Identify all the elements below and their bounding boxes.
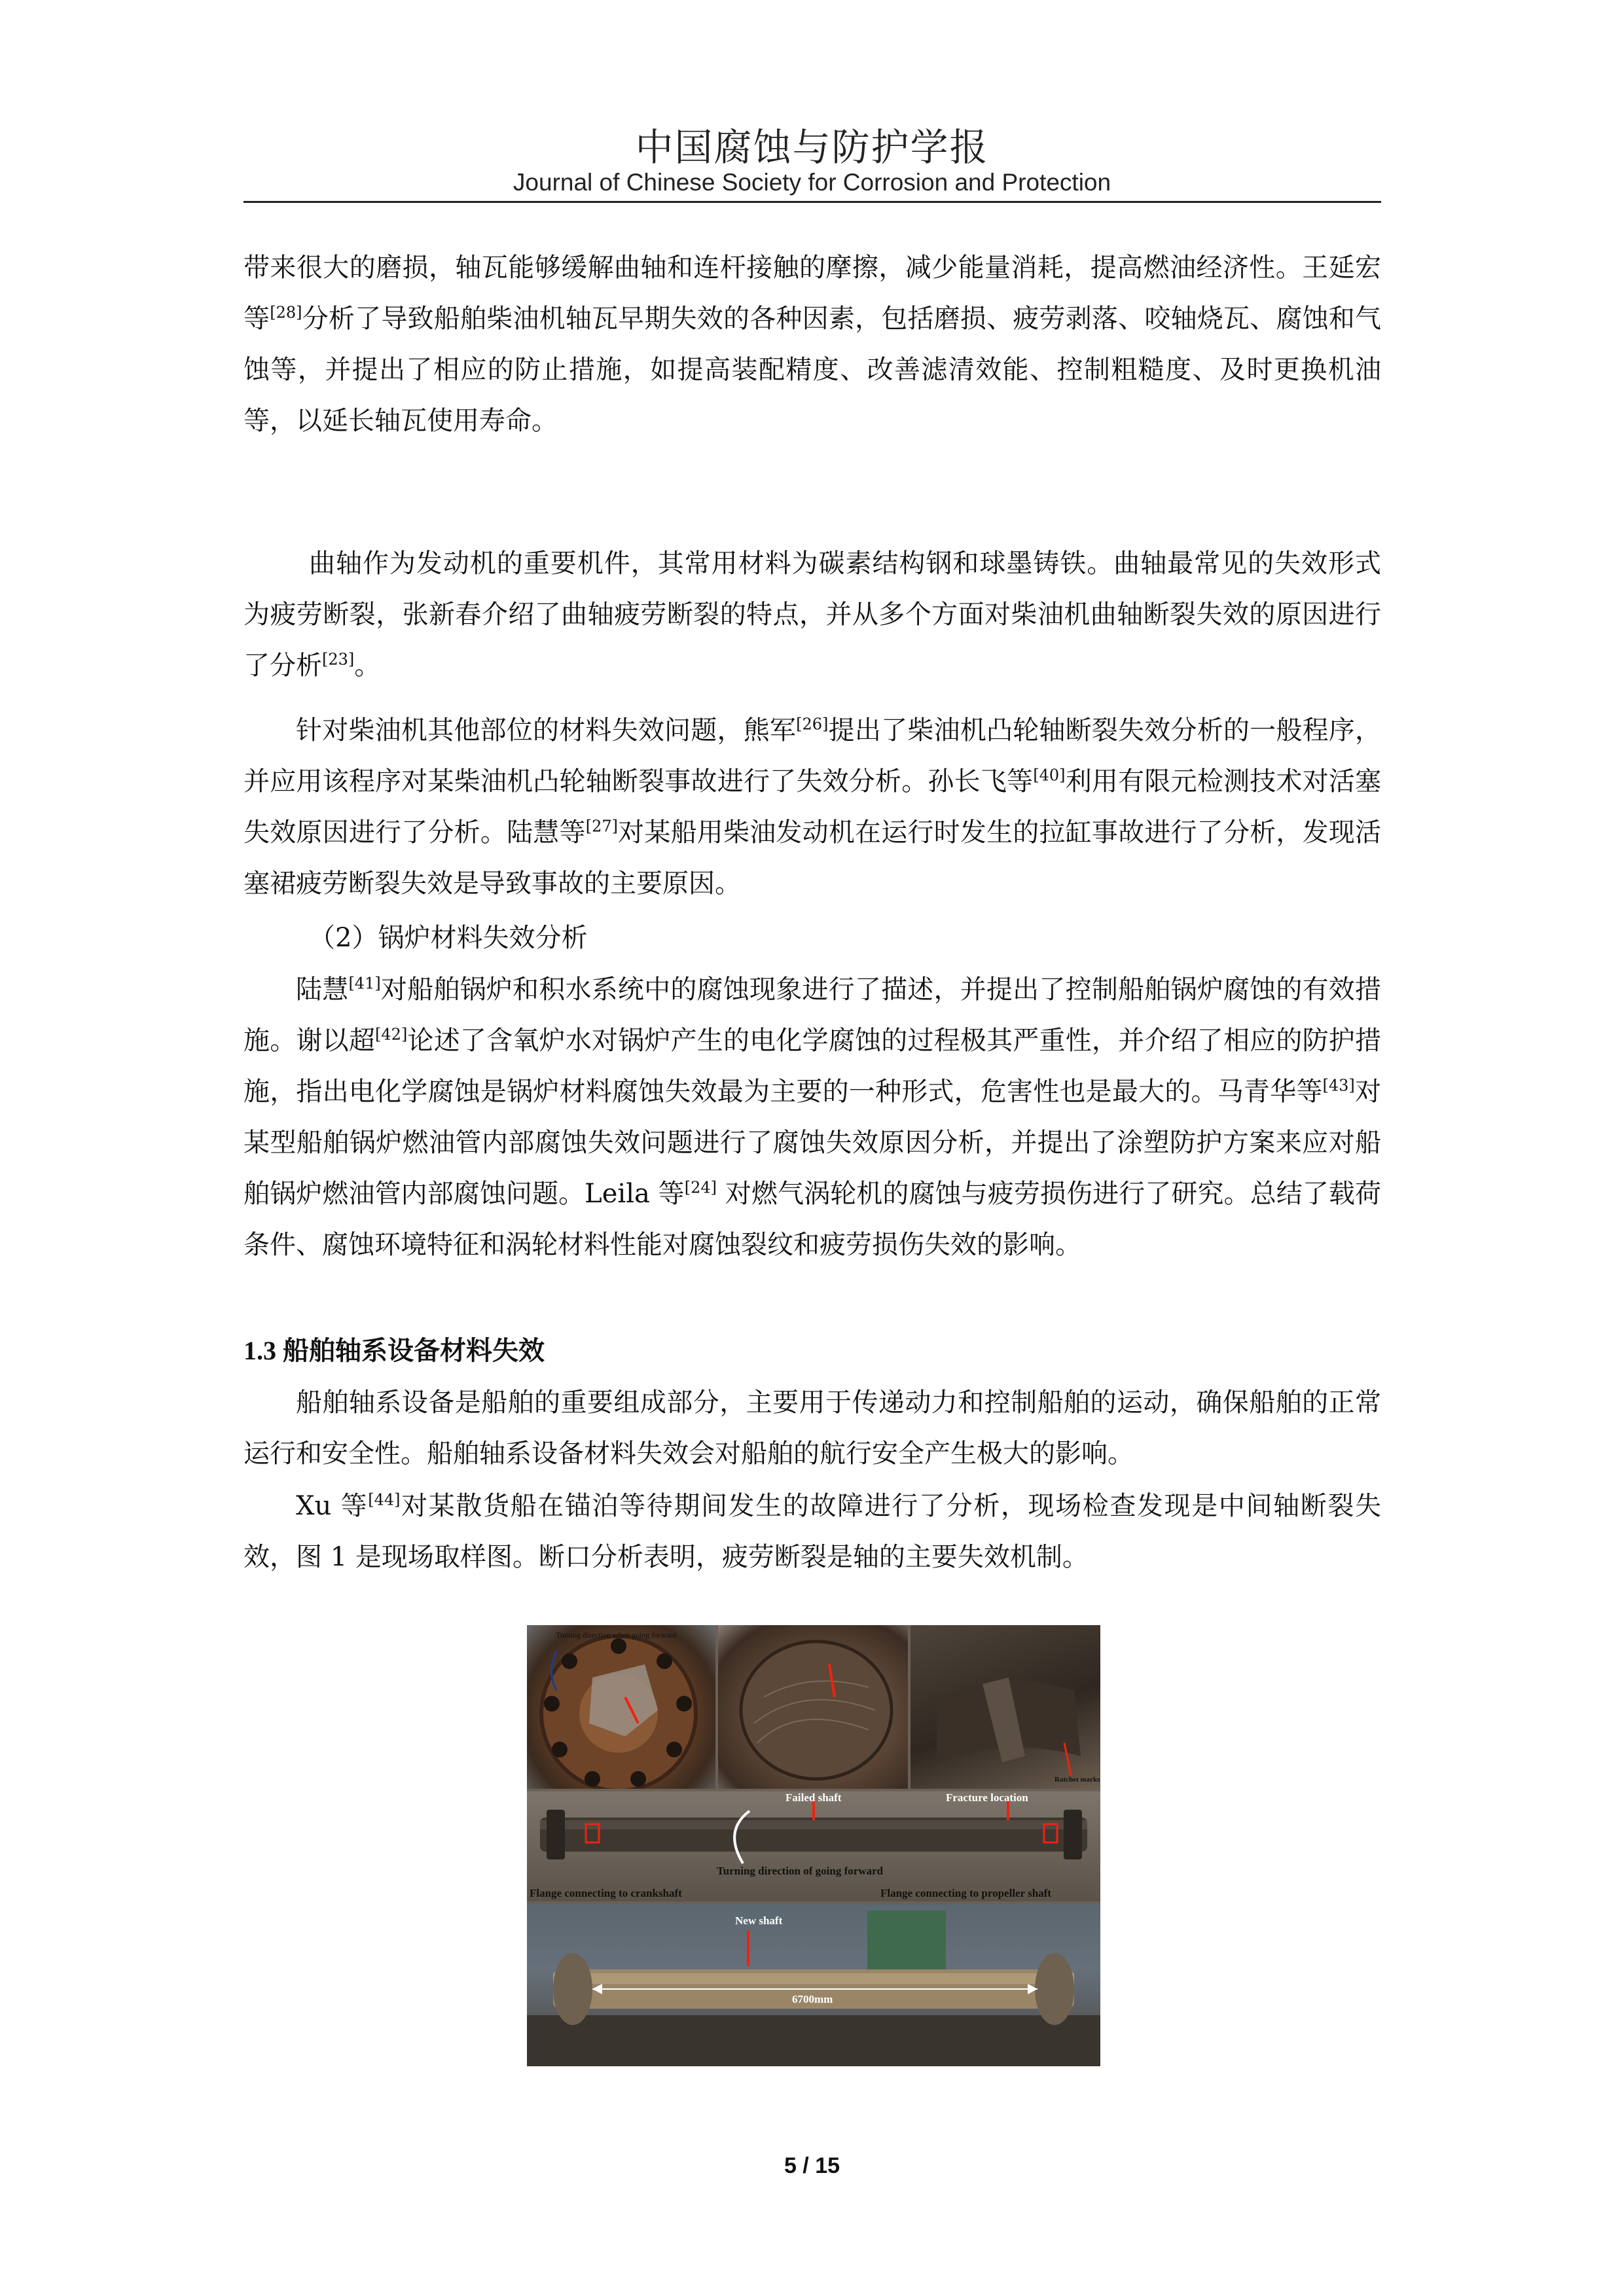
p3-text-d: 对某船用柴油发动机在运行时发生的拉缸事故进行了分析，发现活塞裙疲劳断裂失效是导致事故的主要原因。 <box>244 817 1381 899</box>
citation: [43] <box>1322 1076 1355 1095</box>
p4-text-e: 对燃气涡轮机的腐蚀与疲劳损伤进行了研究。总结了载荷条件、腐蚀环境特征和涡轮材料性能对腐蚀裂纹和疲劳损伤失效的影响。 <box>244 1179 1381 1260</box>
citation: [40] <box>1033 766 1066 785</box>
p3-text-a: 针对柴油机其他部位的材料失效问题，熊军 <box>296 715 797 745</box>
p2-text-a: 曲轴作为发动机的重要机件，其常用材料为碳素结构钢和球墨铸铁。曲轴最常见的失效形式为疲劳断裂，张新春介绍了曲轴疲劳断裂的特点，并从多个方面对柴油机曲轴断裂失效的原因进行了分析 <box>244 548 1381 681</box>
label-flange-crank: Flange connecting to crankshaft <box>530 1887 682 1899</box>
label-turning-forward: Turning direction of going forward <box>717 1865 884 1877</box>
citation: [28] <box>270 303 302 322</box>
paragraph-3 <box>244 705 1381 909</box>
label-length: 6700mm <box>792 1993 833 2005</box>
label-flange-prop: Flange connecting to propeller shaft <box>880 1887 1051 1899</box>
paragraph-6 <box>244 1480 1381 1583</box>
paragraph-2 <box>244 538 1381 691</box>
failed-shaft-drawing <box>527 1791 1100 1901</box>
citation: [24] <box>684 1178 717 1197</box>
p3-text-b: 提出了柴油机凸轮轴断裂失效分析的一般程序，并应用该程序对某柴油机凸轮轴断裂事故进行了失效分析。孙长飞等 <box>244 715 1382 797</box>
fracture-drawing <box>718 1625 908 1789</box>
figure-1-photo <box>527 1625 1100 2066</box>
page-number: 5 / 15 <box>784 2153 840 2178</box>
subheading-boiler <box>244 912 1381 963</box>
p6-text-b: 对某散货船在锚泊等待期间发生的故障进行了分析，现场检查发现是中间轴断裂失效，图 1 是现场取样图。断口分析表明，疲劳断裂是轴的主要失效机制。 <box>244 1491 1382 1572</box>
p4-text-c: 论述了含氧炉水对锅炉产生的电化学腐蚀的过程极其严重性，并介绍了相应的防护措施，指出电化学腐蚀是锅炉材料腐蚀失效最为主要的一种形式，危害性也是最大的。马青华等 <box>244 1026 1382 1107</box>
section-heading-text: 1.3 船舶轴系设备材料失效 <box>244 1336 545 1365</box>
citation: [41] <box>348 974 381 993</box>
citation: [26] <box>796 715 829 734</box>
p2-text-b: 。 <box>354 651 381 681</box>
paragraph-1 <box>244 242 1381 446</box>
citation: [23] <box>322 650 355 669</box>
citation: [44] <box>368 1490 401 1509</box>
p4-text-b: 对船舶锅炉和积水系统中的腐蚀现象进行了描述，并提出了控制船舶锅炉腐蚀的有效措施。谢以超 <box>244 975 1381 1056</box>
p6-text-a: Xu 等 <box>296 1491 369 1521</box>
label-fracture-location: Fracture location <box>946 1791 1028 1804</box>
fracture-surface-photo <box>718 1625 908 1789</box>
new-shaft-drawing <box>527 1904 1100 2066</box>
paragraph-5 <box>244 1377 1381 1479</box>
flange-photo <box>527 1625 715 1789</box>
label-failed-shaft: Failed shaft <box>785 1791 842 1804</box>
failed-shaft-photo <box>527 1791 1100 1901</box>
subheading-text: （2）锅炉材料失效分析 <box>309 923 588 953</box>
section-heading <box>244 1325 1381 1376</box>
citation: [42] <box>375 1025 408 1044</box>
journal-title-cn: 中国腐蚀与防护学报 <box>635 125 989 170</box>
header-rule <box>244 201 1381 203</box>
ratchet-drawing <box>911 1625 1100 1789</box>
journal-title-en: Journal of Chinese Society for Corrosion and Protection <box>513 169 1111 196</box>
ratchet-marks-photo <box>911 1625 1100 1789</box>
citation: [27] <box>585 817 618 836</box>
p4-text-a: 陆慧 <box>296 975 349 1005</box>
p1-text-a: 带来很大的磨损，轴瓦能够缓解曲轴和连杆接触的摩擦，减少能量消耗，提高燃油经济性。王延宏等 <box>244 253 1381 334</box>
paragraph-4 <box>244 964 1381 1270</box>
flange-drawing <box>527 1625 715 1789</box>
label-new-shaft: New shaft <box>735 1914 783 1927</box>
p3-text-c: 利用有限元检测技术对活塞失效原因进行了分析。陆慧等 <box>244 766 1382 848</box>
new-shaft-photo <box>527 1904 1100 2066</box>
p1-text-b: 分析了导致船舶柴油机轴瓦早期失效的各种因素，包括磨损、疲劳剥落、咬轴烧瓦、腐蚀和气蚀等，并提出了相应的防止措施，如提高装配精度、改善滤清效能、控制粗糙度、及时更换机油等，以延长轴瓦使用寿命。 <box>244 304 1382 436</box>
label-ratchet: Ratchet marks <box>1055 1776 1100 1784</box>
p5-text: 船舶轴系设备是船舶的重要组成部分，主要用于传递动力和控制船舶的运动，确保船舶的正常运行和安全性。船舶轴系设备材料失效会对船舶的航行安全产生极大的影响。 <box>244 1388 1381 1469</box>
p4-text-d: 对某型船舶锅炉燃油管内部腐蚀失效问题进行了腐蚀失效原因分析，并提出了涂塑防护方案来应对船舶锅炉燃油管内部腐蚀问题。Leila 等 <box>244 1077 1382 1209</box>
label-turning-small: Turning direction when going forward <box>556 1630 677 1640</box>
